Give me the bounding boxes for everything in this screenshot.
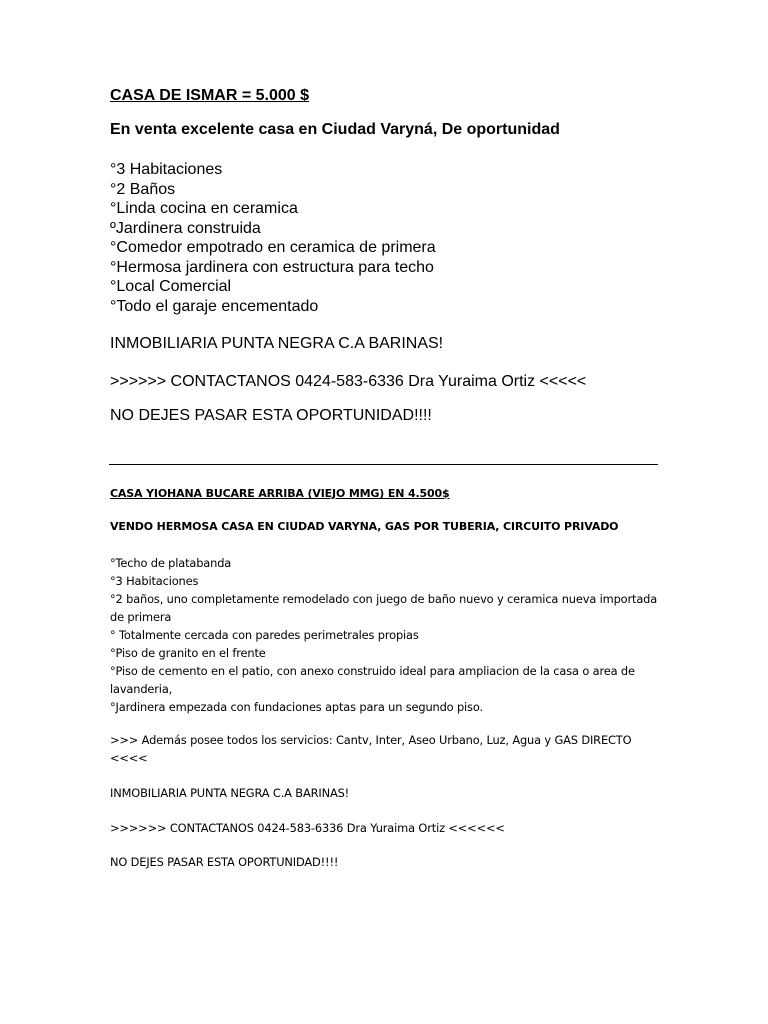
- listing2-contact: >>>>>> CONTACTANOS 0424-583-6336 Dra Yuraima Ortiz <<<<<<: [110, 821, 505, 835]
- list-item: °Piso de granito en el frente: [110, 646, 266, 660]
- list-item: ºJardinera construida: [110, 219, 261, 237]
- list-item: °Linda cocina en ceramica: [110, 200, 298, 217]
- section-divider: [109, 464, 658, 465]
- list-item: °Comedor empotrado en ceramica de primera: [110, 239, 436, 256]
- listing1-contact: >>>>>> CONTACTANOS 0424-583-6336 Dra Yuraima Ortiz <<<<<: [110, 373, 587, 390]
- list-item: °Hermosa jardinera con estructura para techo: [110, 258, 434, 276]
- list-item: °Piso de cemento en el patio, con anexo construido ideal para ampliacion de la casa o area de lavanderia,: [110, 664, 635, 696]
- list-item: °Local Comercial: [110, 278, 232, 295]
- list-item: ° Totalmente cercada con paredes perimetrales propias: [110, 628, 419, 642]
- list-item: °Jardinera empezada con fundaciones aptas para un segundo piso.: [110, 700, 483, 714]
- listing2-subtitle: VENDO HERMOSA CASA EN CIUDAD VARYNA, GAS POR TUBERIA, CIRCUITO PRIVADO: [110, 520, 619, 533]
- listing2-agency: INMOBILIARIA PUNTA NEGRA C.A BARINAS!: [110, 786, 350, 800]
- list-item: °Techo de platabanda: [110, 556, 232, 570]
- listing2-feature-list: [110, 554, 665, 716]
- listing1-agency: INMOBILIARIA PUNTA NEGRA C.A BARINAS!: [110, 335, 444, 352]
- list-item: °3 Habitaciones: [110, 161, 223, 178]
- listing1-title: CASA DE ISMAR = 5.000 $: [110, 87, 310, 104]
- listing1-subtitle: En venta excelente casa en Ciudad Varyná, De oportunidad: [110, 121, 560, 138]
- list-item: °Todo el garaje encementado: [110, 297, 319, 315]
- listing2-cta: NO DEJES PASAR ESTA OPORTUNIDAD!!!!: [110, 855, 339, 869]
- listing2-title: CASA YIOHANA BUCARE ARRIBA (VIEJO MMG) EN 4.500$: [110, 487, 450, 500]
- listing1-feature-list: [110, 160, 710, 316]
- listing1-cta: NO DEJES PASAR ESTA OPORTUNIDAD!!!!: [110, 407, 432, 424]
- list-item: °2 baños, uno completamente remodelado con juego de baño nuevo y ceramica nueva importada de primera: [110, 592, 658, 624]
- list-item: °3 Habitaciones: [110, 574, 199, 588]
- listing2-services: >>> Además posee todos los servicios: Cantv, Inter, Aseo Urbano, Luz, Agua y GAS DIRECTO <<<<: [110, 733, 632, 765]
- list-item: °2 Baños: [110, 180, 176, 198]
